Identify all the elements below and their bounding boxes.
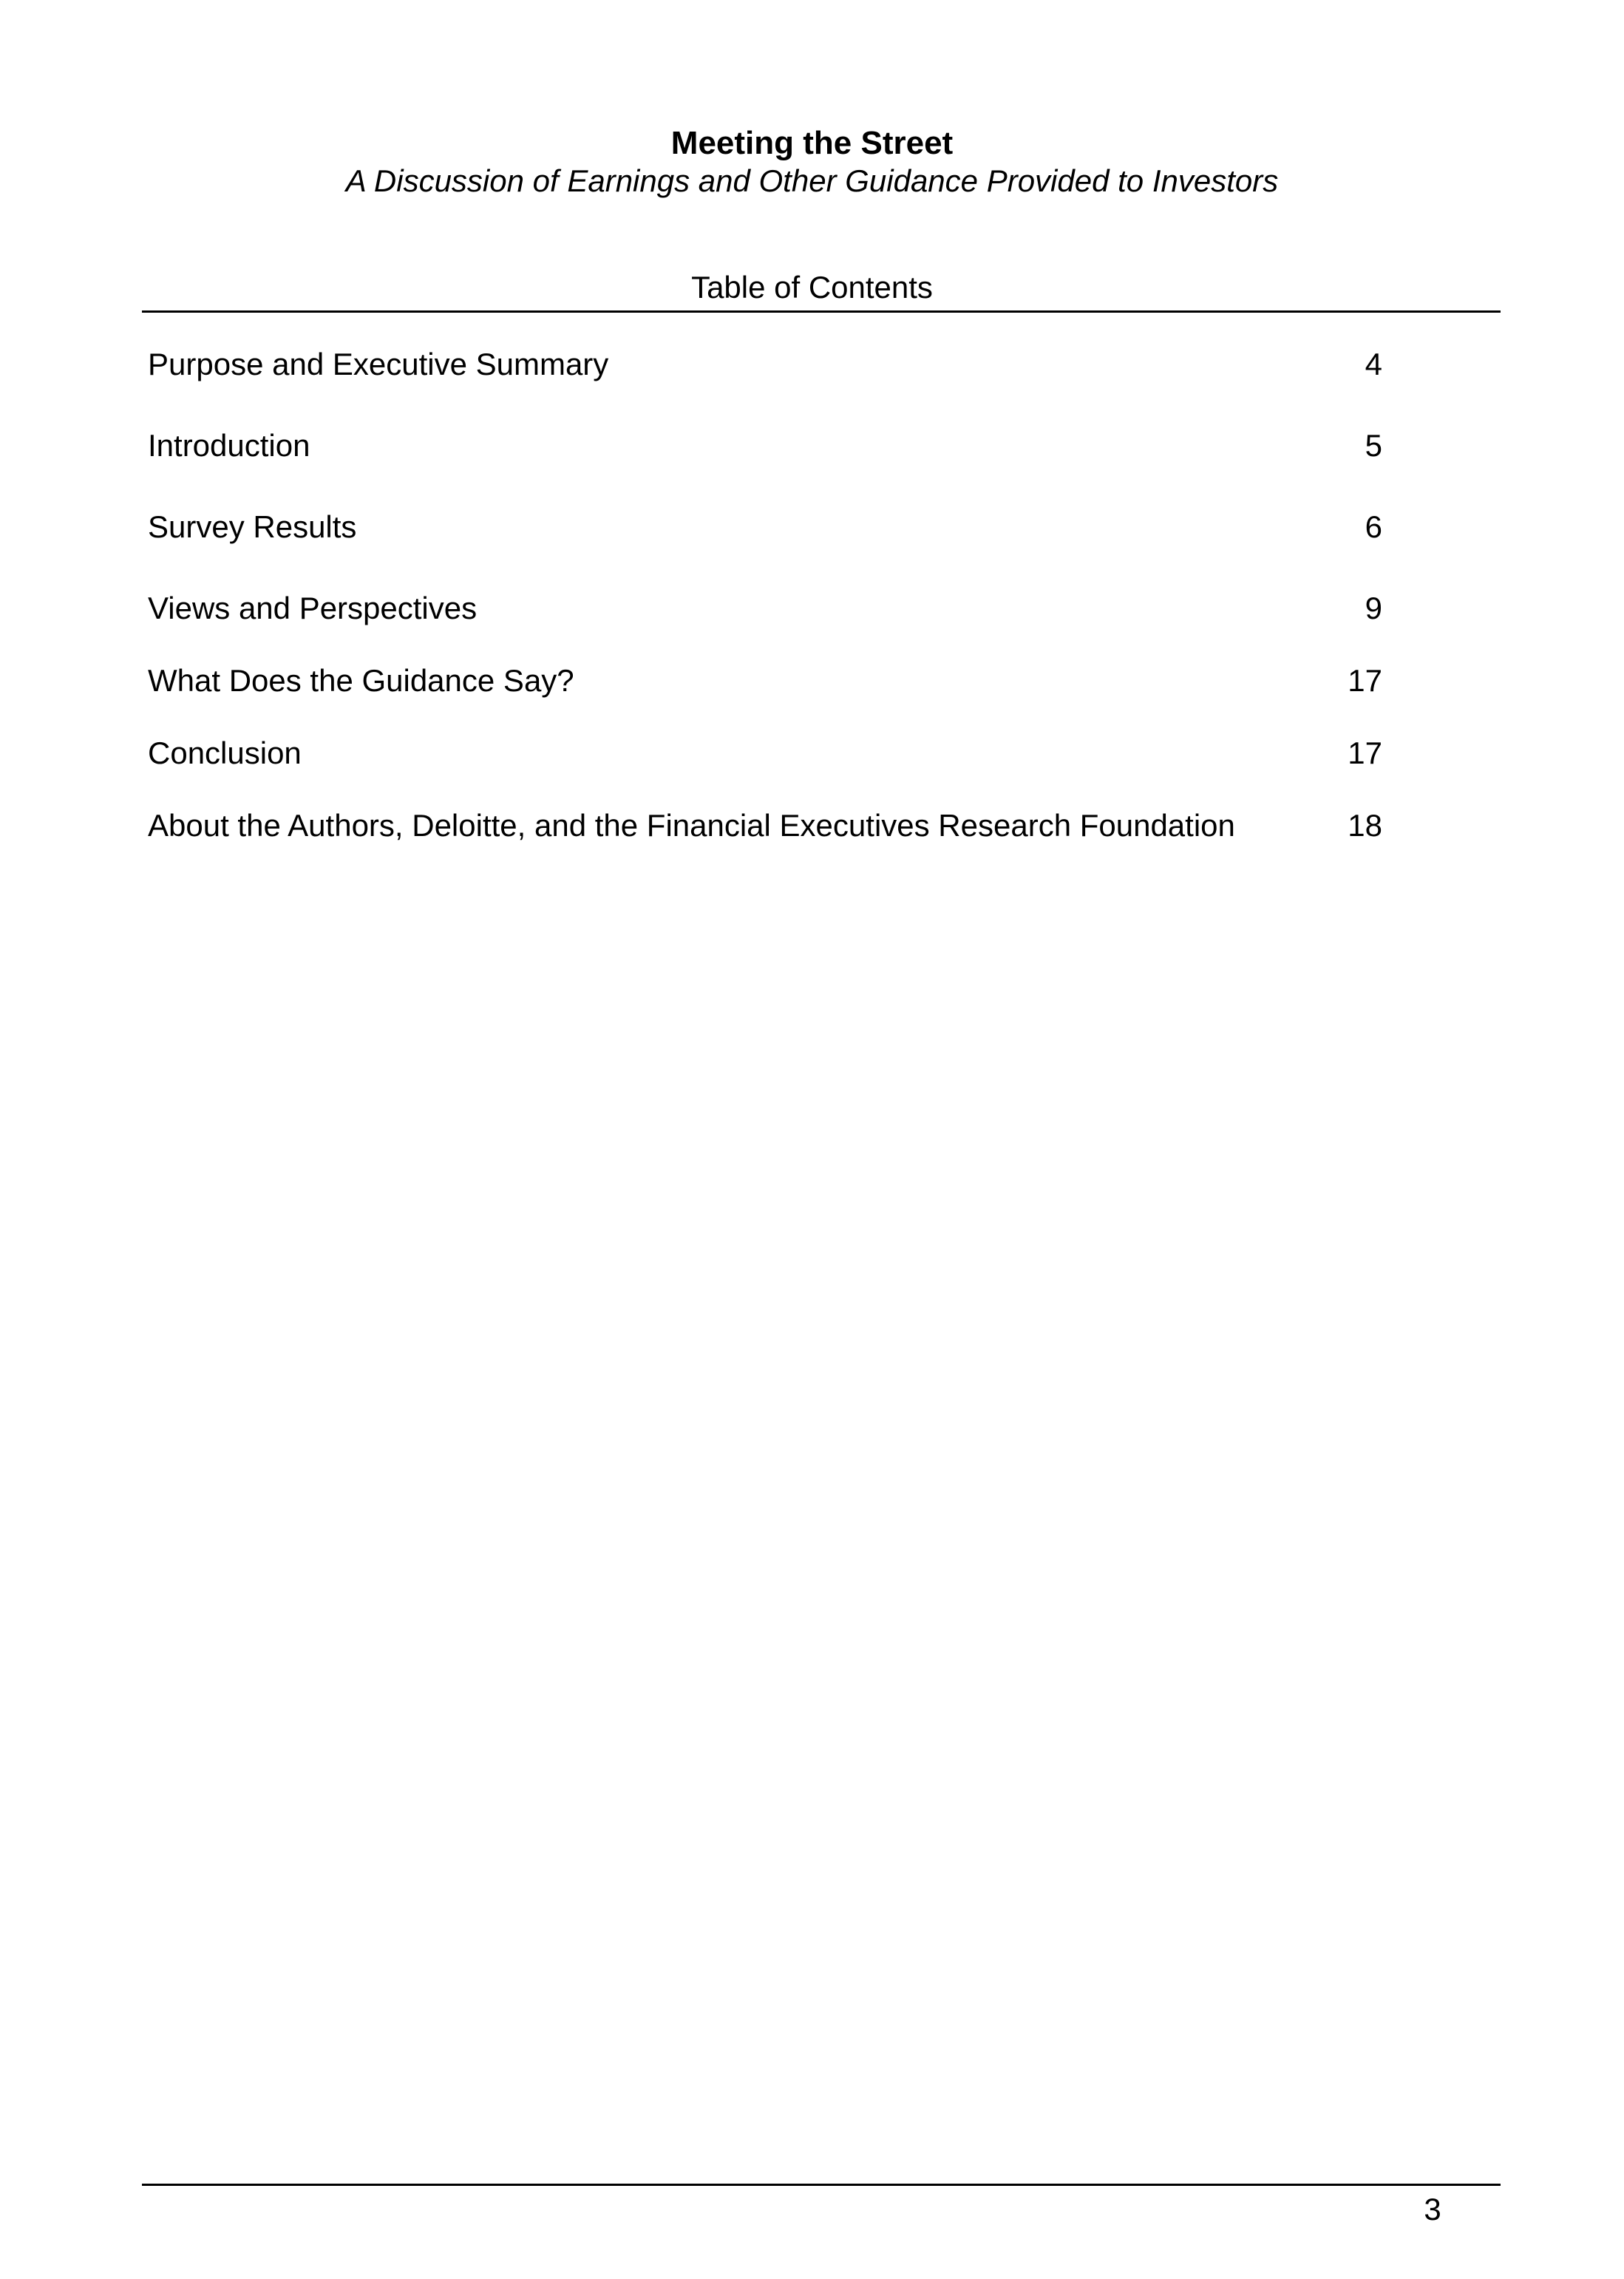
- toc-entry-page: 4: [1365, 347, 1382, 381]
- toc-entry-page: 5: [1365, 428, 1382, 463]
- document-subtitle: A Discussion of Earnings and Other Guidance Provided to Investors: [345, 163, 1279, 198]
- toc-entry-label[interactable]: Purpose and Executive Summary: [148, 347, 609, 381]
- toc-entry[interactable]: [148, 588, 1412, 628]
- toc-entry-page: 18: [1348, 808, 1382, 843]
- toc-entry-page: 6: [1365, 509, 1382, 544]
- toc-entry-label[interactable]: Conclusion: [148, 736, 302, 770]
- toc-entry[interactable]: [148, 733, 1412, 773]
- footer-rule: [142, 2184, 1501, 2186]
- toc-entry[interactable]: [148, 661, 1412, 701]
- toc-entry-page: 17: [1348, 663, 1382, 698]
- toc-entry[interactable]: [148, 507, 1412, 547]
- toc-entry[interactable]: [148, 806, 1412, 846]
- toc-entry-page: 17: [1348, 736, 1382, 770]
- toc-entry-page: 9: [1365, 591, 1382, 625]
- toc-entry-label[interactable]: What Does the Guidance Say?: [148, 663, 574, 698]
- toc-entry[interactable]: [148, 344, 1412, 384]
- document-title: Meeting the Street: [670, 125, 954, 161]
- page-number: 3: [1424, 2192, 1441, 2227]
- toc-entry-label[interactable]: About the Authors, Deloitte, and the Financial Executives Research Foundation: [148, 808, 1235, 843]
- toc-entry-label[interactable]: Views and Perspectives: [148, 591, 478, 625]
- toc-entry[interactable]: [148, 426, 1412, 466]
- toc-entry-label[interactable]: Survey Results: [148, 509, 357, 544]
- toc-entry-label[interactable]: Introduction: [148, 428, 310, 463]
- toc-heading: Table of Contents: [691, 270, 933, 305]
- toc-top-rule: [142, 310, 1501, 313]
